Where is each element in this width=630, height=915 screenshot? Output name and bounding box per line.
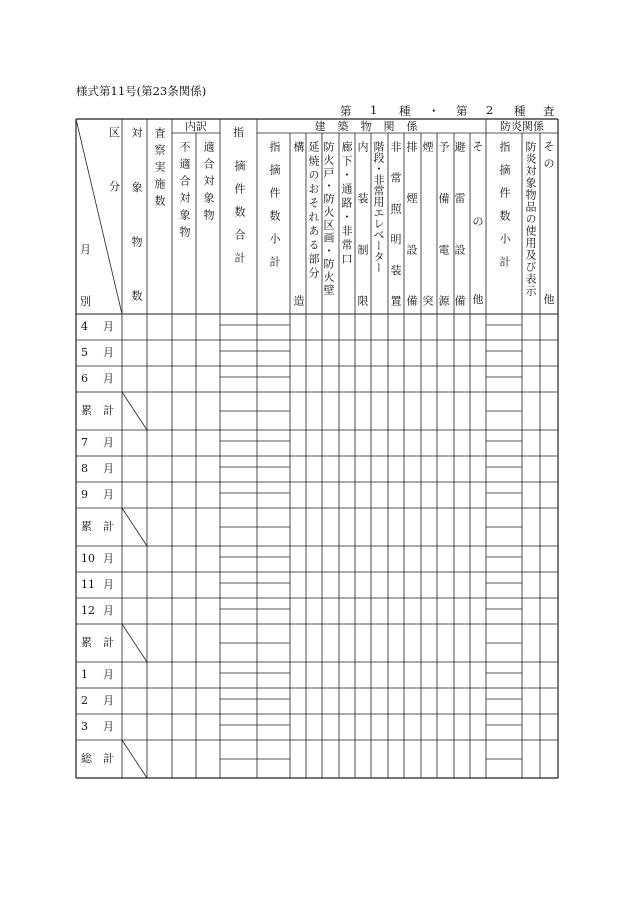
row-label-part: 月 bbox=[103, 552, 114, 565]
row-label-part: 月 bbox=[103, 320, 114, 333]
row-label-part: 月 bbox=[103, 346, 114, 359]
row-label-month bbox=[77, 579, 121, 591]
row-label-part: 月 bbox=[103, 436, 114, 449]
row-label-part: 月 bbox=[103, 462, 114, 475]
row-label-part: 月 bbox=[103, 668, 114, 681]
header-yobi-dengen: 予備電源 bbox=[437, 141, 450, 306]
title-char: 第 bbox=[340, 104, 352, 118]
header-sonota-mid: の bbox=[472, 215, 484, 228]
row-label-month bbox=[77, 721, 121, 733]
corner-bun: 分 bbox=[109, 180, 120, 193]
row-label-sum bbox=[77, 405, 121, 417]
corner-tsuki: 月 bbox=[80, 243, 91, 256]
row-label-sum bbox=[77, 753, 121, 765]
header-taishobutsu-su: 対象物数 bbox=[130, 127, 143, 307]
row-label-month bbox=[77, 321, 121, 333]
row-label-part: 総 bbox=[81, 752, 92, 765]
row-label-part: 月 bbox=[103, 604, 114, 617]
row-label-part: 12 bbox=[81, 604, 95, 617]
row-label-part: 累 bbox=[81, 520, 92, 533]
header-enshou: 延焼のおそれある部分 bbox=[307, 141, 320, 281]
row-label-month bbox=[77, 489, 121, 501]
row-label-part: 10 bbox=[81, 552, 95, 565]
row-label-part: 累 bbox=[81, 404, 92, 417]
title-char: ・ bbox=[428, 104, 440, 118]
row-label-part: 5 bbox=[81, 346, 88, 359]
row-label-part: 6 bbox=[81, 372, 88, 385]
header-naisou: 内装制限 bbox=[356, 141, 369, 306]
row-label-sum bbox=[77, 637, 121, 649]
header-hirai: 避雷設備 bbox=[453, 141, 466, 306]
row-label-part: 3 bbox=[81, 720, 88, 733]
header-sonota-bot: 他 bbox=[472, 293, 484, 306]
header-boen-sonota-top: そ bbox=[543, 140, 555, 153]
title-char: 種 bbox=[514, 104, 526, 118]
row-label-month bbox=[77, 553, 121, 565]
sum-diagonal bbox=[122, 740, 147, 778]
header-boen-hyouji: 防炎対象物品の使用及び表示 bbox=[524, 141, 537, 297]
header-tekigo: 適合対象物 bbox=[202, 141, 215, 226]
title-char: 査 bbox=[543, 104, 555, 118]
row-label-part: 月 bbox=[103, 578, 114, 591]
sum-diagonal bbox=[122, 624, 147, 662]
header-boen-sonota-bot: 他 bbox=[543, 293, 555, 306]
header-kenchiku-shiteki: 指摘件数小計 bbox=[268, 141, 281, 279]
row-label-part: 1 bbox=[81, 668, 88, 681]
header-boen: 防炎関係 bbox=[500, 120, 544, 133]
row-label-part: 累 bbox=[81, 636, 92, 649]
row-label-part: 9 bbox=[81, 488, 88, 501]
row-label-month bbox=[77, 437, 121, 449]
row-label-part: 月 bbox=[103, 372, 114, 385]
row-label-part: 4 bbox=[81, 320, 88, 333]
row-label-month bbox=[77, 347, 121, 359]
header-kouzou: 構造 bbox=[292, 141, 305, 306]
row-label-part: 計 bbox=[103, 636, 114, 649]
header-rouka: 廊下・通路・非常口 bbox=[340, 141, 353, 267]
row-label-part: 月 bbox=[103, 488, 114, 501]
row-label-part: 2 bbox=[81, 694, 88, 707]
row-label-part: 計 bbox=[103, 404, 114, 417]
title-char: 第 bbox=[456, 104, 468, 118]
title-char: 1 bbox=[370, 103, 378, 117]
header-boen-shiteki: 指摘件数小計 bbox=[498, 141, 511, 279]
form-number-label: 様式第11号(第23条関係) bbox=[76, 84, 207, 98]
row-label-month bbox=[77, 695, 121, 707]
row-label-part: 月 bbox=[103, 694, 114, 707]
row-label-part: 月 bbox=[103, 720, 114, 733]
row-label-part: 計 bbox=[103, 520, 114, 533]
row-label-part: 11 bbox=[81, 578, 95, 591]
header-uchiwake: 内訳 bbox=[185, 120, 207, 133]
row-label-sum bbox=[77, 521, 121, 533]
title-char: 種 bbox=[399, 104, 411, 118]
header-haien: 排煙設備 bbox=[405, 141, 418, 306]
header-kenchiku: 建築物関係 bbox=[314, 120, 430, 133]
header-boen-sonota-mid: の bbox=[543, 157, 555, 170]
header-shiteki-top: 指 bbox=[233, 126, 244, 139]
header-kaidan: 階段・非常用エレベーター bbox=[372, 141, 385, 273]
sum-diagonal bbox=[122, 508, 147, 546]
row-label-part: 計 bbox=[103, 752, 114, 765]
corner-betsu: 別 bbox=[80, 295, 91, 308]
row-label-month bbox=[77, 373, 121, 385]
header-entotsu: 煙突 bbox=[421, 141, 434, 306]
row-label-part: 8 bbox=[81, 462, 88, 475]
header-hijou-shoumei: 非常照明装置 bbox=[389, 141, 402, 306]
row-label-part: 7 bbox=[81, 436, 88, 449]
header-bouka: 防火戸・防火区画・防火壁 bbox=[322, 141, 335, 297]
header-sasatsu-jisshi-su: 査察実施数 bbox=[153, 127, 166, 212]
header-futekigo: 不適合対象物 bbox=[178, 141, 191, 243]
sum-diagonal bbox=[122, 392, 147, 430]
header-sonota-top: そ bbox=[472, 140, 484, 153]
row-label-month bbox=[77, 605, 121, 617]
title-char: 2 bbox=[486, 103, 494, 117]
row-label-month bbox=[77, 463, 121, 475]
header-shiteki-kensu-gokei: 摘件数合計 bbox=[233, 160, 246, 275]
corner-ku: 区 bbox=[109, 126, 120, 139]
corner-diagonal bbox=[76, 119, 122, 314]
row-label-month bbox=[77, 669, 121, 681]
